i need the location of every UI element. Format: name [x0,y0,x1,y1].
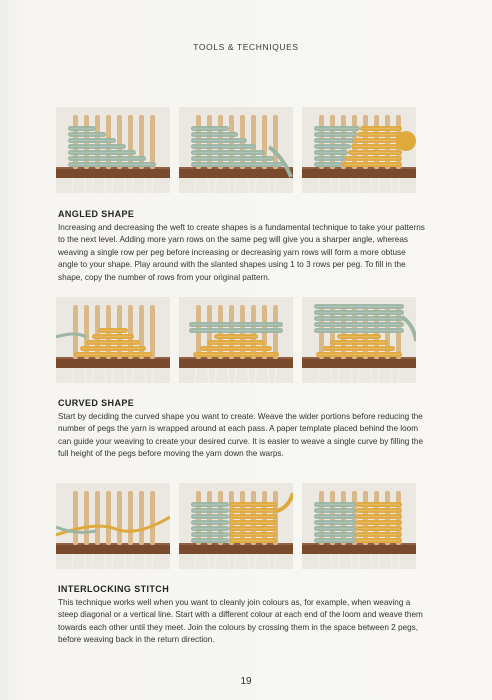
loom-illustration [302,107,416,193]
loom-illustration [179,107,293,193]
photo-interlocking-step-2 [179,483,293,569]
section-heading: INTERLOCKING STITCH [58,584,170,594]
loom-illustration [179,297,293,383]
running-head: TOOLS & TECHNIQUES [193,42,299,52]
photo-interlocking-step-3 [302,483,416,569]
photo-angled-step-3 [302,107,416,193]
loom-illustration [56,107,170,193]
photo-row-angled [56,107,416,193]
photo-row-interlocking [56,483,416,569]
photo-curved-step-3 [302,297,416,383]
loom-illustration [179,483,293,569]
section-heading: CURVED SHAPE [58,398,135,408]
section-body: This technique works well when you want to cleanly join colours as, for example, when weaving a steep diagonal or a vertical line. Start with a different colour at each end of the loom and weave them towards each other until they meet. Join the colours by crossing them in the space between 2 pegs, before weaving back in the return direction. [58,598,423,645]
photo-row-curved [56,297,416,383]
section-body: Start by deciding the curved shape you want to create. Weave the wider portions before reducing the number of pegs the yarn is wrapped around at each pass. A paper template placed behind the loom can guide your weaving to create your desired curve. It is easier to weave a single curve by filling the full height of the pegs before moving the yarn down the warps. [58,412,423,459]
photo-angled-step-2 [179,107,293,193]
page-number: 19 [240,676,252,687]
section-angled-shape [58,209,426,284]
photo-curved-step-1 [56,297,170,383]
section-curved-shape [58,398,426,461]
section-heading: ANGLED SHAPE [58,209,135,219]
loom-illustration [302,483,416,569]
photo-angled-step-1 [56,107,170,193]
photo-curved-step-2 [179,297,293,383]
loom-illustration [302,297,416,383]
photo-interlocking-step-1 [56,483,170,569]
section-interlocking-stitch [58,584,426,647]
loom-illustration [56,297,170,383]
loom-illustration [56,483,170,569]
section-body: Increasing and decreasing the weft to create shapes is a fundamental technique to take your patterns to the next level. Adding more yarn rows on the same peg will give you a sharper angle, whereas weaving a single row per peg before increasing or decreasing yarn rows will form a more obtuse angle to your shape. Play around with the slanted shapes using 1 to 3 rows per peg. To fill in the shape, copy the number of rows from your original pattern. [58,223,425,282]
